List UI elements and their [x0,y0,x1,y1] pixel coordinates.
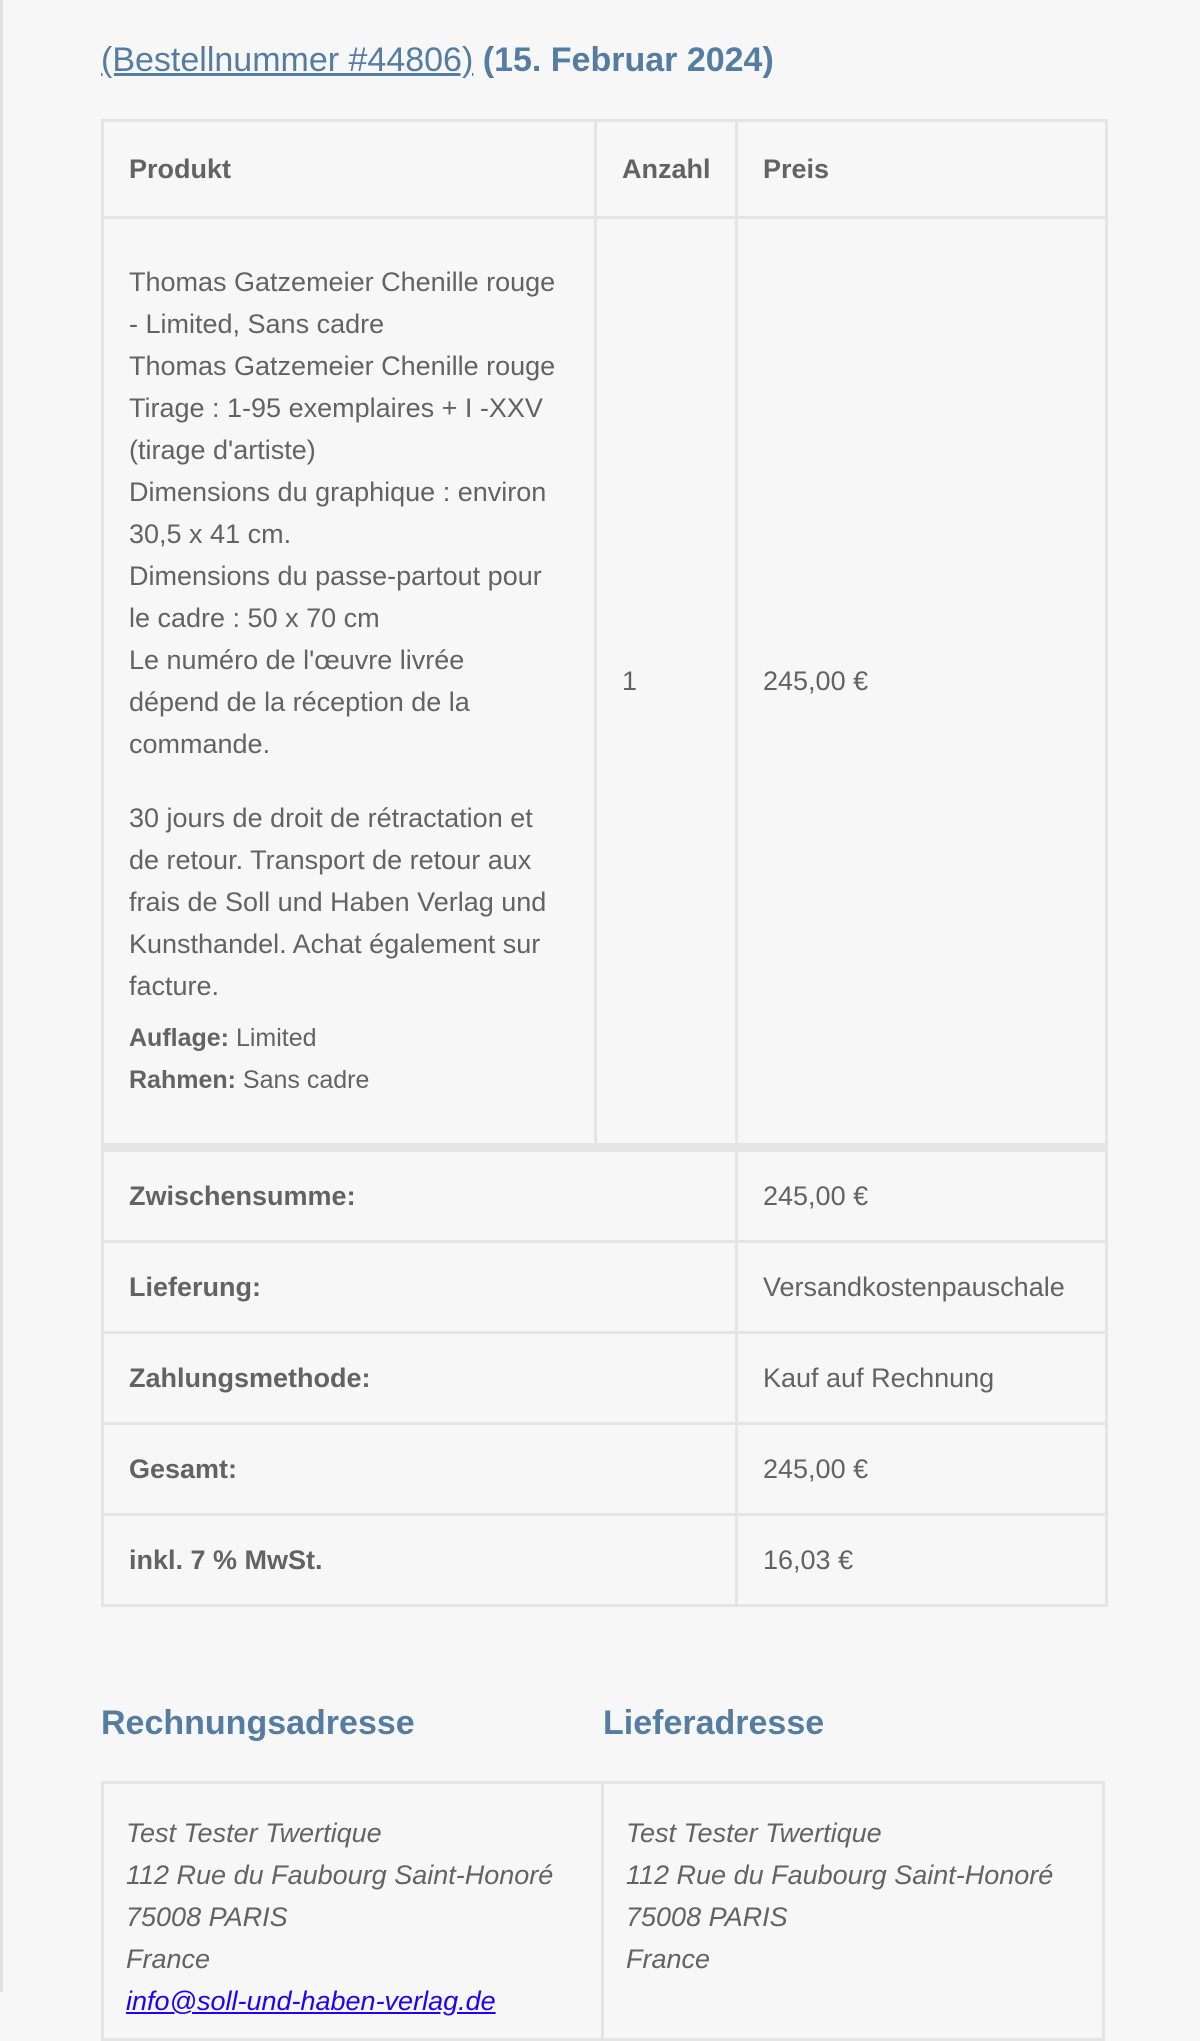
table-header-row [103,121,1107,218]
return-policy-line: 30 jours de droit de rétractation et [129,803,533,833]
totals-value: Versandkostenpauschale [737,1242,1107,1333]
product-line: Tirage : 1-95 exemplaires + I -XXV [129,393,543,423]
order-details-table [101,119,1108,1607]
product-line: Thomas Gatzemeier Chenille rouge [129,267,556,297]
product-line: dépend de la réception de la [129,687,470,717]
column-header-price: Preis [737,121,1107,218]
meta-edition [129,1017,569,1059]
address-line: France [126,1944,211,1974]
address-line: 75008 PARIS [126,1902,288,1932]
order-heading [101,0,1104,80]
totals-row-vat [103,1515,1107,1606]
shipping-address-heading: Lieferadresse [603,1704,825,1742]
address-line: 112 Rue du Faubourg Saint-Honoré [126,1860,554,1890]
totals-label: Zwischensumme: [103,1148,737,1242]
left-border [0,0,3,1992]
totals-row-total [103,1424,1107,1515]
totals-label: inkl. 7 % MwSt. [103,1515,737,1606]
totals-row-payment-method [103,1333,1107,1424]
address-line: 112 Rue du Faubourg Saint-Honoré [626,1860,1054,1890]
return-policy-line: frais de Soll und Haben Verlag und [129,887,547,917]
totals-row-shipping [103,1242,1107,1333]
meta-label: Rahmen: [129,1066,236,1094]
meta-value: Sans cadre [242,1066,370,1094]
meta-frame [129,1059,569,1101]
product-line: (tirage d'artiste) [129,435,316,465]
order-email-content [101,0,1104,2016]
order-date: (15. Februar 2024) [482,41,774,79]
order-item-row [103,218,1107,1148]
meta-label: Auflage: [129,1024,229,1052]
address-line: 75008 PARIS [626,1902,788,1932]
column-header-quantity: Anzahl [596,121,737,218]
address-line: Test Tester Twertique [626,1818,882,1848]
totals-label: Zahlungsmethode: [103,1333,737,1424]
billing-address-heading: Rechnungsadresse [101,1704,415,1742]
product-line: commande. [129,729,271,759]
totals-value: 245,00 € [737,1148,1107,1242]
column-header-product: Produkt [103,121,596,218]
billing-address-box [101,1781,604,2041]
return-policy-line: de retour. Transport de retour aux [129,845,532,875]
price-cell: 245,00 € [737,218,1107,1148]
product-line: Dimensions du passe-partout pour [129,561,542,591]
address-line: France [626,1944,711,1974]
product-description [129,261,569,1101]
order-number-link[interactable]: (Bestellnummer #44806) [101,41,474,79]
shipping-address-box [601,1781,1105,2041]
totals-label: Lieferung: [103,1242,737,1333]
quantity-cell: 1 [596,218,737,1148]
paragraph-gap [129,765,569,797]
billing-email-link[interactable]: info@soll-und-haben-verlag.de [126,1986,496,2016]
product-line: Dimensions du graphique : environ [129,477,547,507]
totals-row-subtotal [103,1148,1107,1242]
address-line: Test Tester Twertique [126,1818,382,1848]
totals-value: 245,00 € [737,1424,1107,1515]
product-line: le cadre : 50 x 70 cm [129,603,380,633]
paragraph-gap [129,1007,569,1017]
meta-value: Limited [235,1024,317,1052]
product-line: Le numéro de l'œuvre livrée [129,645,465,675]
product-line: - Limited, Sans cadre [129,309,385,339]
product-cell [103,218,596,1148]
totals-value: 16,03 € [737,1515,1107,1606]
return-policy-line: facture. [129,971,220,1001]
product-line: 30,5 x 41 cm. [129,519,292,549]
return-policy-line: Kunsthandel. Achat également sur [129,929,541,959]
product-line: Thomas Gatzemeier Chenille rouge [129,351,556,381]
totals-label: Gesamt: [103,1424,737,1515]
totals-value: Kauf auf Rechnung [737,1333,1107,1424]
